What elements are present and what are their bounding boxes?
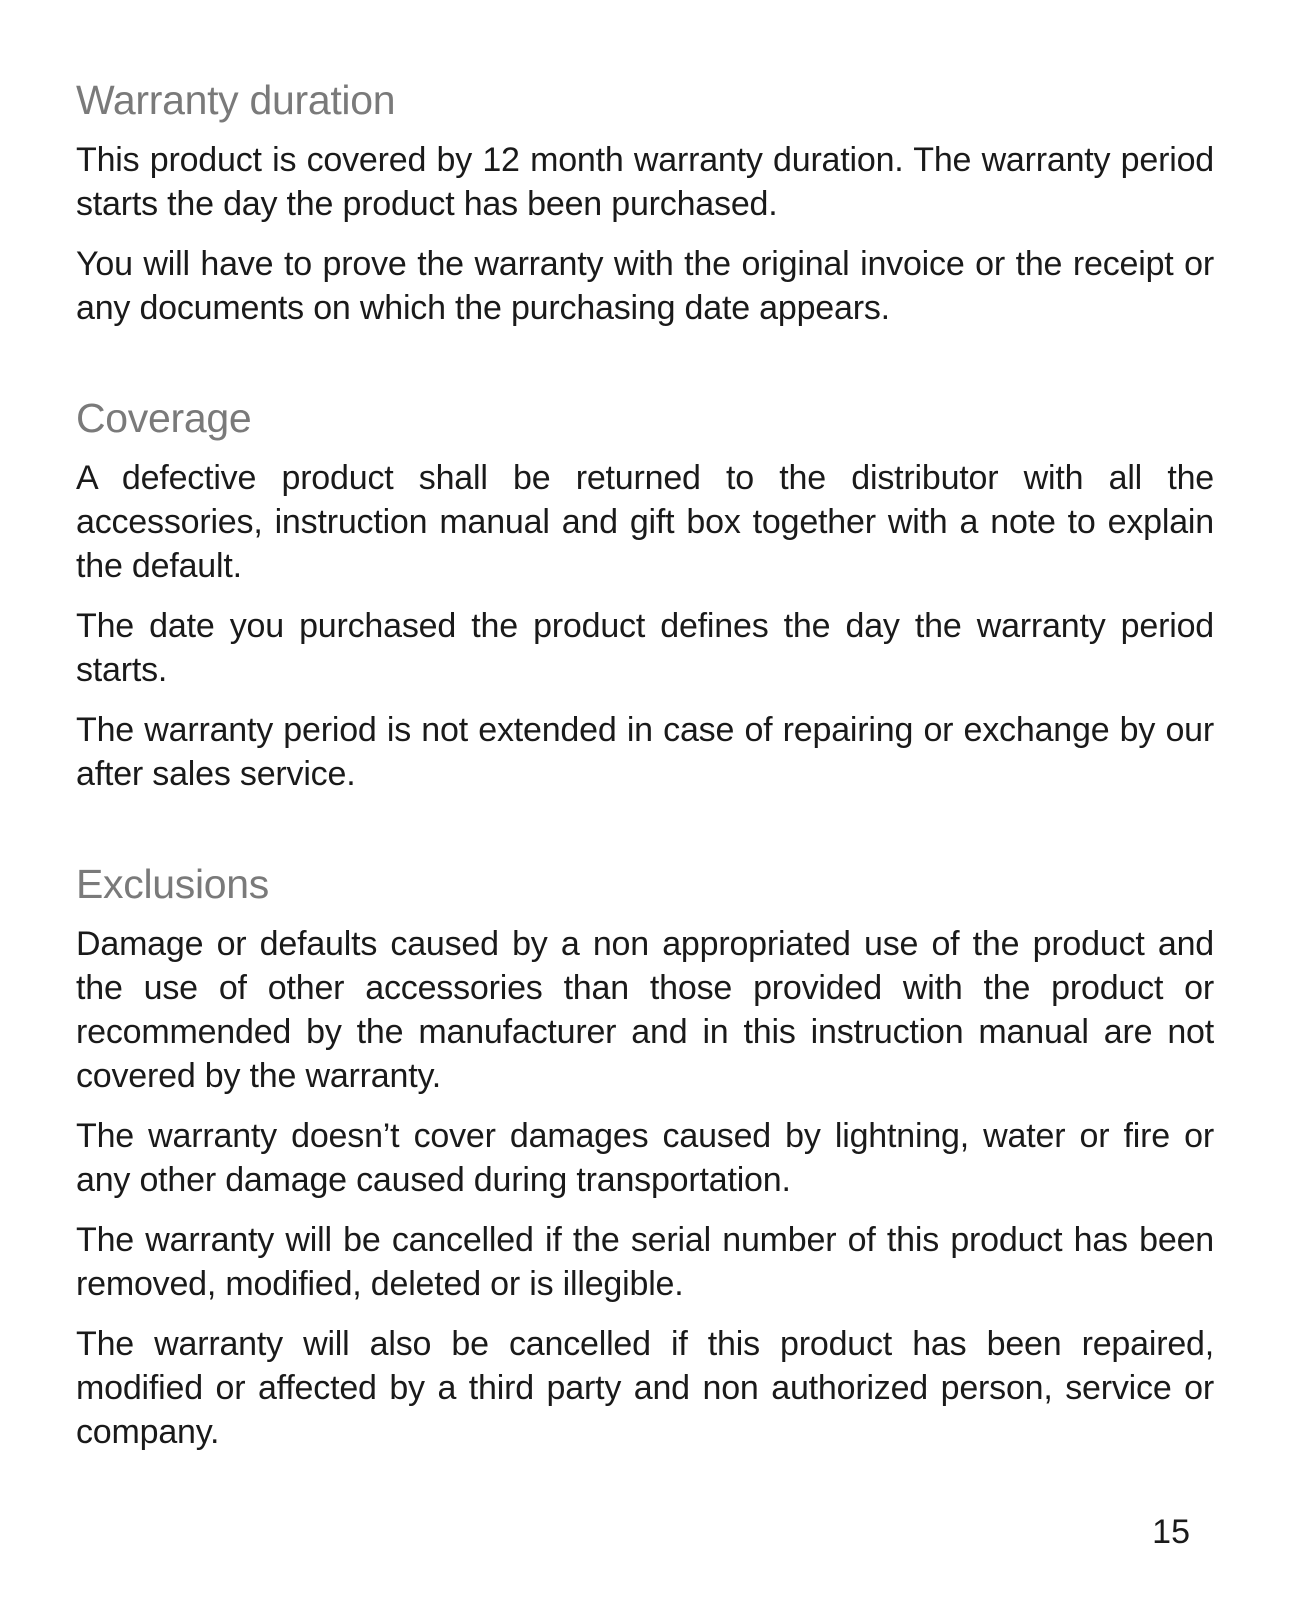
section-heading: Warranty duration: [76, 77, 396, 123]
section-heading: Coverage: [76, 395, 252, 441]
paragraph: You will have to prove the warranty with the original invoice or the receipt or any documents on which the purchasing date appears.: [76, 245, 1214, 327]
section-warranty-duration: [76, 68, 1214, 330]
page-number: 15: [1152, 1513, 1190, 1551]
section-exclusions: [76, 852, 1214, 1454]
document-page: [76, 68, 1214, 1454]
section-heading: Exclusions: [76, 861, 269, 907]
paragraph: The warranty will be cancelled if the serial number of this product has been removed, modified, deleted or is illegible.: [76, 1221, 1214, 1303]
paragraph: The warranty doesn’t cover damages caused by lightning, water or fire or any other damage caused during transportation.: [76, 1117, 1214, 1199]
paragraph: Damage or defaults caused by a non appropriated use of the product and the use of other accessories than those provided with the product or recommended by the manufacturer and in this instruction manual are not covered by the warranty.: [76, 925, 1214, 1095]
paragraph: A defective product shall be returned to the distributor with all the accessories, instruction manual and gift box together with a note to explain the default.: [76, 459, 1214, 585]
paragraph: The warranty period is not extended in case of repairing or exchange by our after sales service.: [76, 711, 1214, 793]
paragraph: The date you purchased the product defines the day the warranty period starts.: [76, 607, 1214, 689]
paragraph: This product is covered by 12 month warranty duration. The warranty period starts the day the product has been purchased.: [76, 141, 1214, 223]
section-coverage: [76, 386, 1214, 796]
paragraph: The warranty will also be cancelled if this product has been repaired, modified or affected by a third party and non authorized person, service or company.: [76, 1325, 1214, 1451]
